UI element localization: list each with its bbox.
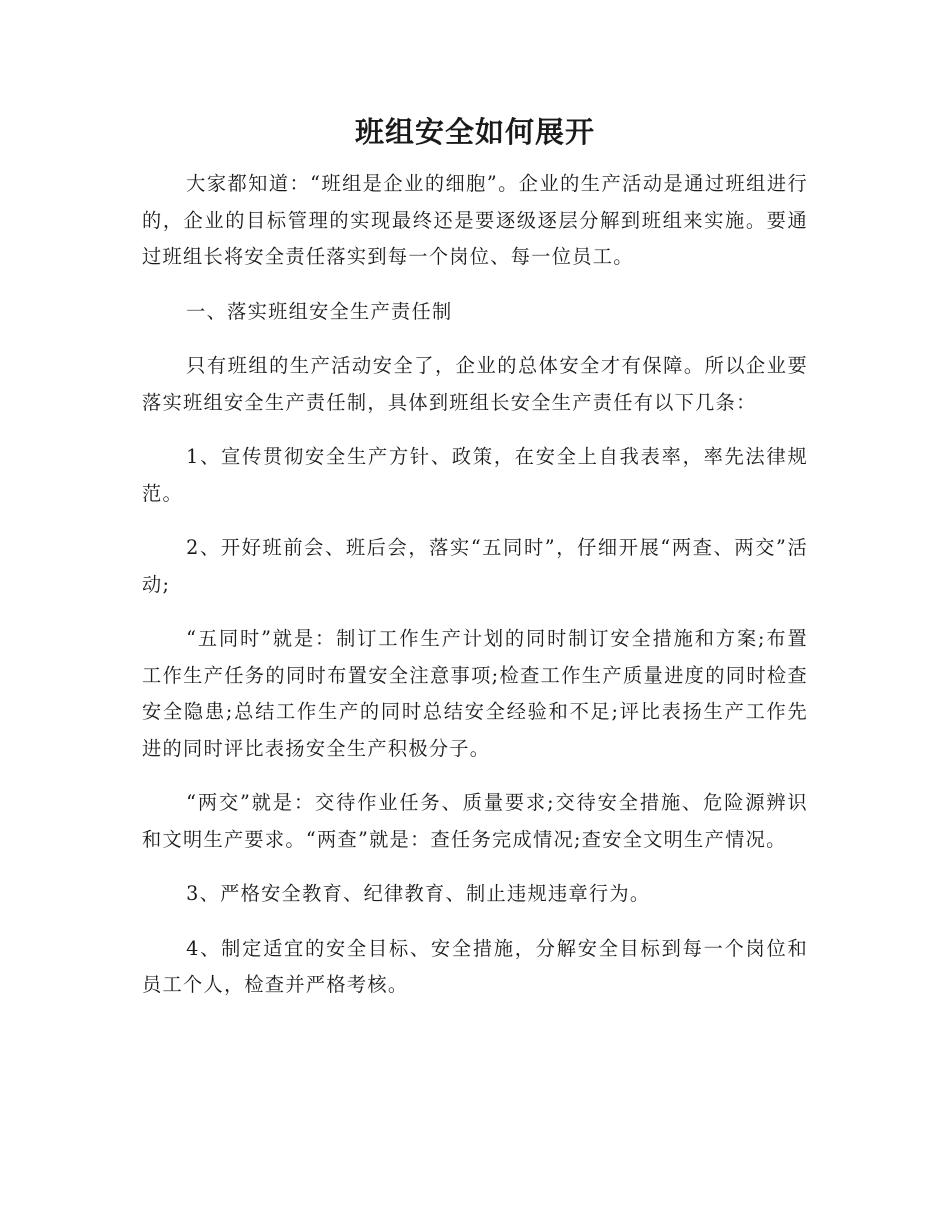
paragraph-five-simultaneous: “五同时”就是：制订工作生产计划的同时制订安全措施和方案;布置工作生产任务的同时布置安全注意事项;检查工作生产质量进度的同时检查安全隐患;总结工作生产的同时总结安全经验和不足;评比表扬生产工作先进的同时评比表扬安全生产积极分子。 (142, 627, 808, 760)
document-body (142, 166, 808, 1022)
document-title: 班组安全如何展开 (354, 115, 595, 149)
paragraph-two-checks: “两交”就是：交待作业任务、质量要求;交待安全措施、危险源辨识和文明生产要求。“两查”就是：查任务完成情况;查安全文明生产情况。 (142, 791, 808, 851)
section-heading-1: 一、落实班组安全生产责任制 (186, 299, 453, 323)
list-item-2: 2、开好班前会、班后会，落实“五同时”，仔细开展“两查、两交”活动; (142, 536, 808, 596)
list-item-1: 1、宣传贯彻安全生产方针、政策，在安全上自我表率，率先法律规范。 (142, 445, 808, 505)
paragraph-responsibility: 只有班组的生产活动安全了，企业的总体安全才有保障。所以企业要落实班组安全生产责任制，具体到班组长安全生产责任有以下几条： (142, 354, 808, 414)
list-item-3: 3、严格安全教育、纪律教育、制止违规违章行为。 (186, 882, 651, 905)
list-item-4: 4、制定适宜的安全目标、安全措施，分解安全目标到每一个岗位和员工个人，检查并严格考核。 (142, 936, 808, 996)
paragraph-intro: 大家都知道：“班组是企业的细胞”。企业的生产活动是通过班组进行的，企业的目标管理的实现最终还是要逐级逐层分解到班组来实施。要通过班组长将安全责任落实到每一个岗位、每一位员工。 (142, 172, 808, 268)
